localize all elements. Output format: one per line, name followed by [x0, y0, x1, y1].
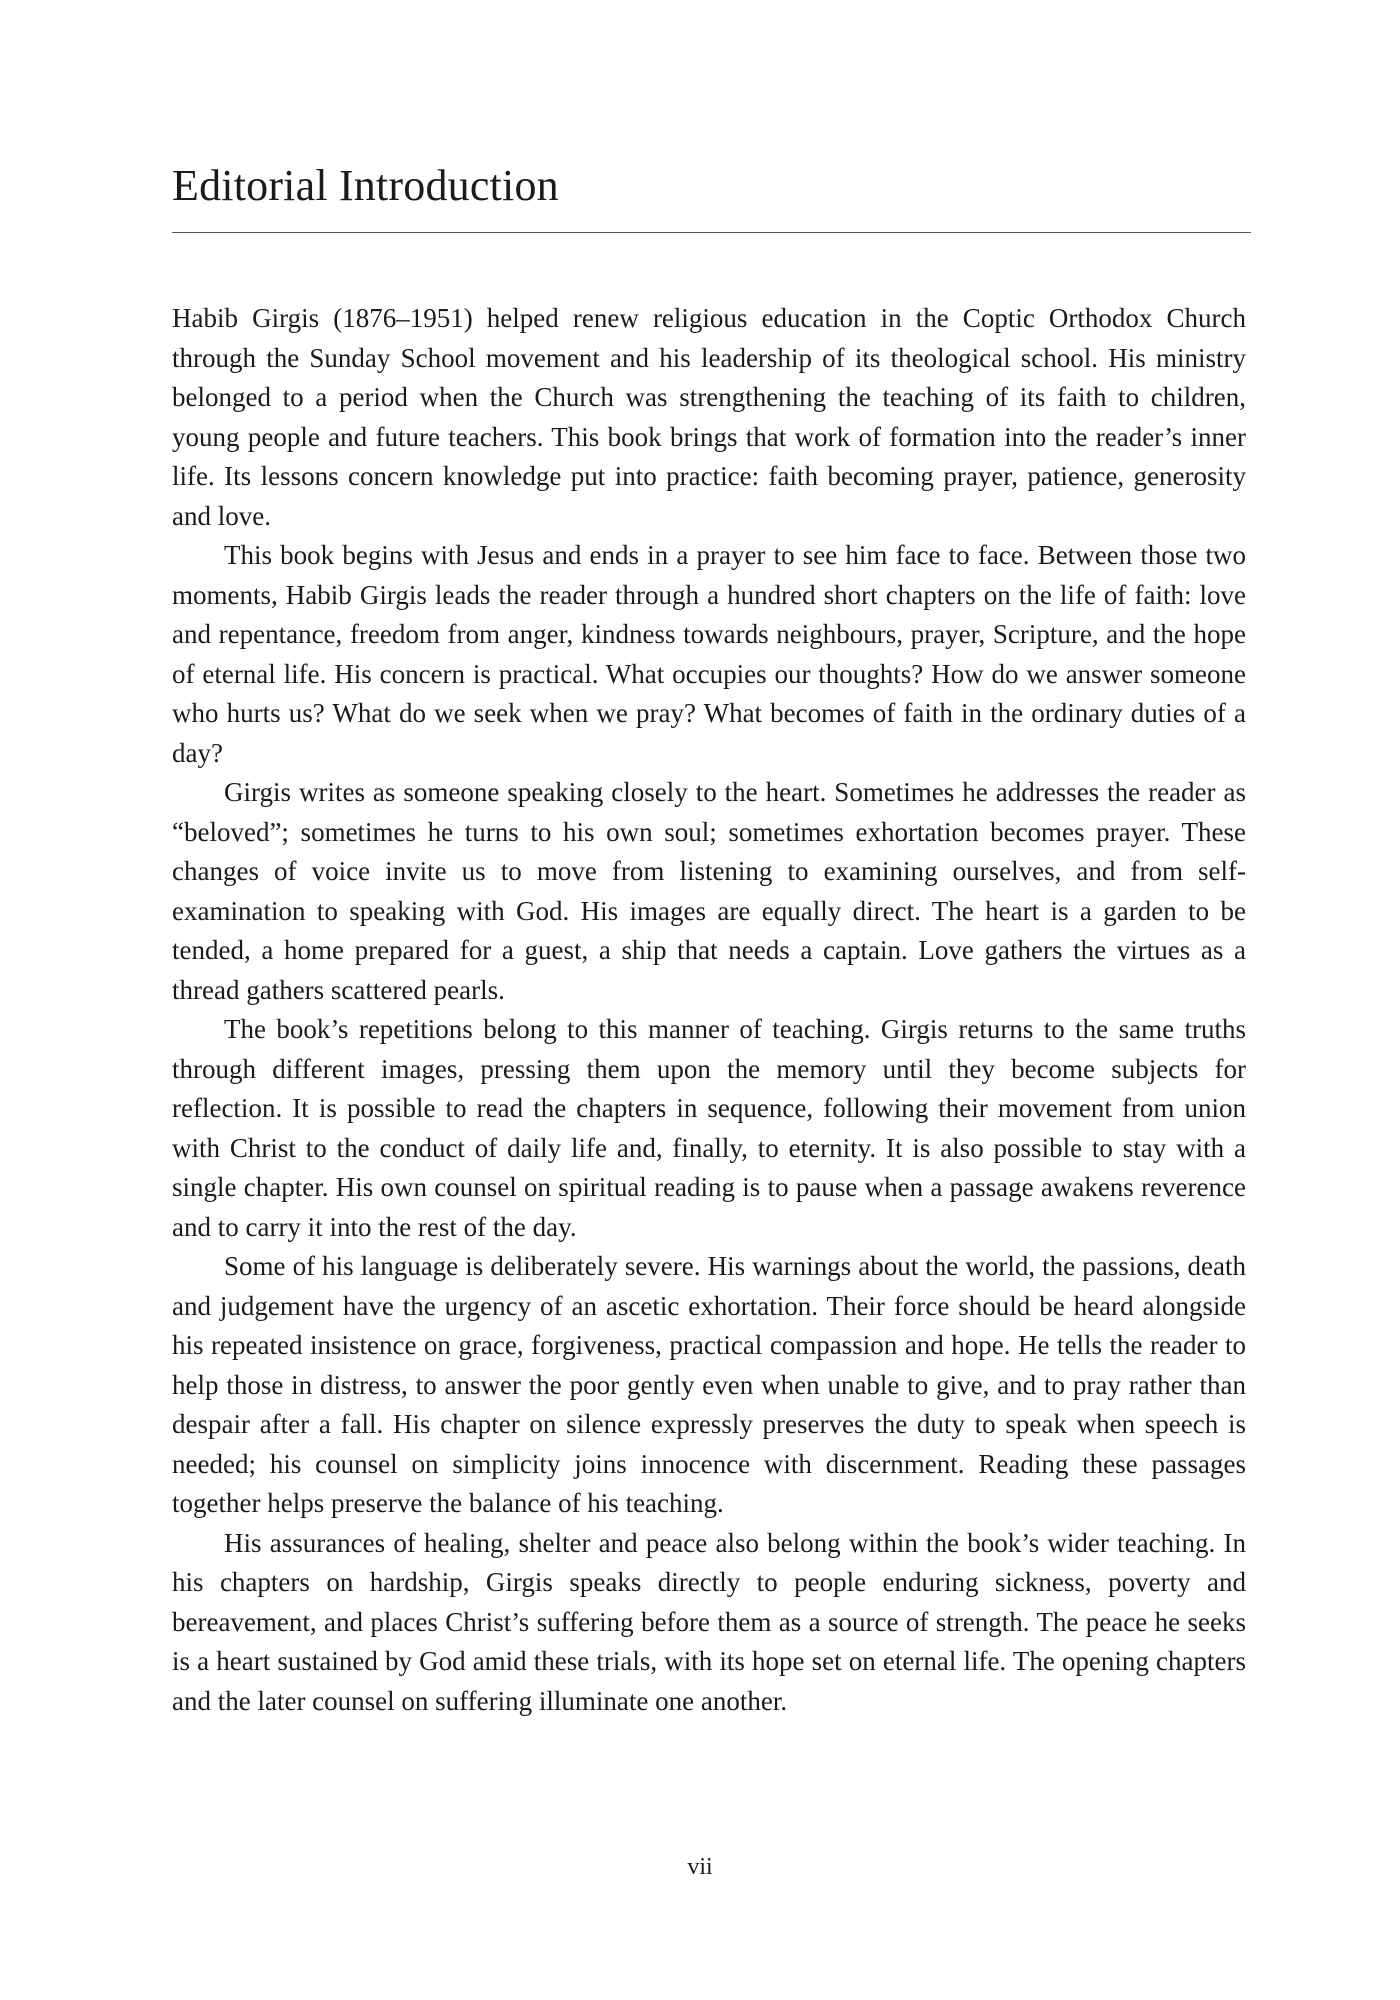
paragraph-1: Habib Girgis (1876–1951) helped renew religious education in the Coptic Orthodox Church through the Sunday School movement and his leadership of its theological school. His ministry belonged to a period when the Church was strengthening the teaching of its faith to children, young people and future teachers. This book brings that work of formation into the reader’s inner life. Its lessons concern knowledge put into practice: faith becoming prayer, patience, generosity and love. — [172, 303, 1246, 531]
paragraph-3: Girgis writes as someone speaking closely to the heart. Sometimes he addresses the reader as “beloved”; sometimes he turns to his own soul; sometimes exhortation becomes prayer. These changes of voice invite us to move from listening to examining ourselves, and from self-examination to speaking with God. His images are equally direct. The heart is a garden to be tended, a home prepared for a guest, a ship that needs a captain. Love gathers the virtues as a thread gathers scattered pearls. — [172, 777, 1246, 1005]
paragraph-4: The book’s repetitions belong to this manner of teaching. Girgis returns to the same truths through different images, pressing them upon the memory until they become subjects for reflection. It is possible to read the chapters in sequence, following their movement from union with Christ to the conduct of daily life and, finally, to eternity. It is also possible to stay with a single chapter. His own counsel on spiritual reading is to pause when a passage awakens reverence and to carry it into the rest of the day. — [172, 1014, 1246, 1242]
paragraph-6: His assurances of healing, shelter and peace also belong within the book’s wider teaching. In his chapters on hardship, Girgis speaks directly to people enduring sickness, poverty and bereavement, and places Christ’s suffering before them as a source of strength. The peace he seeks is a heart sustained by God amid these trials, with its hope set on eternal life. The opening chapters and the later counsel on suffering illuminate one another. — [172, 1527, 1246, 1716]
paragraph-2: This book begins with Jesus and ends in a prayer to see him face to face. Between those two moments, Habib Girgis leads the reader through a hundred short chapters on the life of faith: love and repentance, freedom from anger, kindness towards neighbours, prayer, Scripture, and the hope of eternal life. His concern is practical. What occupies our thoughts? How do we answer someone who hurts us? What do we seek when we pray? What becomes of faith in the ordinary duties of a day? — [172, 540, 1246, 768]
body-text — [172, 299, 1246, 1721]
page-number: vii — [687, 1854, 713, 1880]
title-rule — [172, 232, 1251, 233]
chapter-title: Editorial Introduction — [172, 161, 559, 210]
paragraph-5: Some of his language is deliberately severe. His warnings about the world, the passions, death and judgement have the urgency of an ascetic exhortation. Their force should be heard alongside his repeated insistence on grace, forgiveness, practical compassion and hope. He tells the reader to help those in distress, to answer the poor gently even when unable to give, and to pray rather than despair after a fall. His chapter on silence expressly preserves the duty to speak when speech is needed; his counsel on simplicity joins innocence with discernment. Reading these passages together helps preserve the balance of his teaching. — [172, 1251, 1246, 1518]
